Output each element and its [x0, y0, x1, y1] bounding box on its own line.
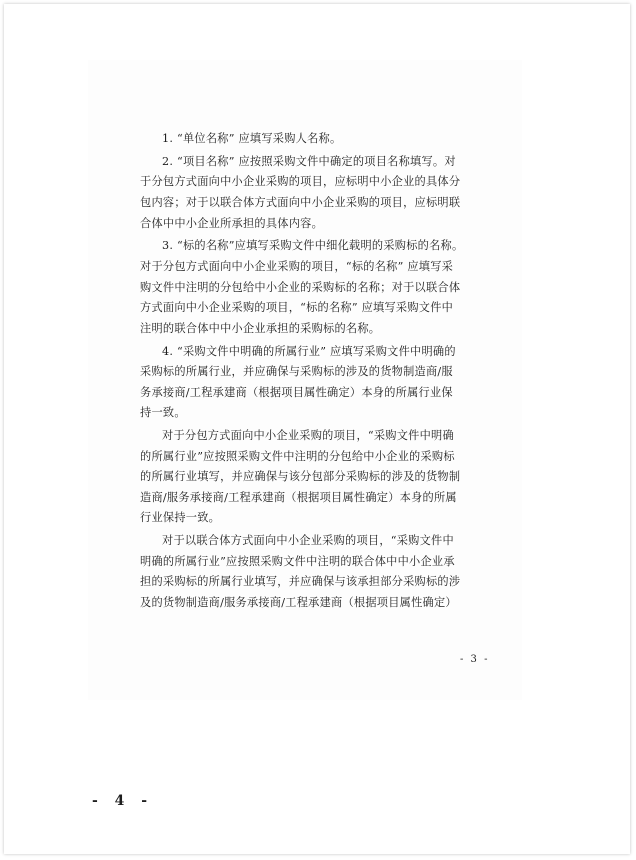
paragraph-3-line-3: 购文件中注明的分包给中小企业的采购标的名称；对于以联合体 — [140, 280, 461, 294]
paragraph-3-line-4: 方式面向中小企业采购的项目，“标的名称” 应填写采购文件中 — [140, 301, 454, 315]
outer-page-number: - 4 - — [92, 793, 154, 809]
paragraph-5-line-2: 的所属行业”应按照采购文件中注明的分包给中小企业的采购标 — [140, 449, 455, 463]
document-body — [140, 129, 496, 614]
paragraph-5-line-5: 行业保持一致。 — [140, 511, 221, 525]
paragraph-5-line-1: 对于分包方式面向中小企业采购的项目，“采购文件中明确 — [162, 429, 454, 443]
paragraph-6-line-3: 担的采购标的所属行业填写，并应确保与该承担部分采购标的涉 — [140, 575, 461, 589]
paragraph-4-line-2: 采购标的所属行业，并应确保与采购标的涉及的货物制造商/服 — [140, 365, 453, 379]
paragraph-2-line-3: 包内容；对于以联合体方式面向中小企业采购的项目，应标明联 — [140, 195, 461, 209]
paragraph-2-line-1: 2. “项目名称” 应按照采购文件中确定的项目名称填写。对 — [162, 154, 456, 168]
inner-page-number: - 3 - — [460, 654, 490, 665]
paragraph-3-line-1: 3. “标的名称”应填写采购文件中细化载明的采购标的名称。 — [162, 239, 464, 253]
paragraph-5-line-4: 造商/服务承接商/工程承建商（根据项目属性确定）本身的所属 — [140, 490, 457, 504]
paragraph-4-line-3: 务承接商/工程承建商（根据项目属性确定）本身的所属行业保 — [140, 385, 453, 399]
paragraph-6-line-4: 及的货物制造商/服务承接商/工程承建商（根据项目属性确定） — [140, 596, 457, 609]
paragraph-5-line-3: 的所属行业填写，并应确保与该分包部分采购标的涉及的货物制 — [140, 470, 461, 484]
paragraph-2-line-2: 于分包方式面向中小企业采购的项目，应标明中小企业的具体分 — [140, 175, 461, 189]
paragraph-2-line-4: 合体中中小企业所承担的具体内容。 — [140, 216, 324, 230]
paragraph-6-line-2: 明确的所属行业”应按照采购文件中注明的联合体中中小企业承 — [140, 554, 455, 568]
paragraph-1-line-1: 1. “单位名称” 应填写采购人名称。 — [162, 132, 342, 145]
paragraph-4-line-1: 4. “采购文件中明确的所属行业” 应填写采购文件中明确的 — [162, 344, 456, 358]
paragraph-4-line-4: 持一致。 — [140, 406, 186, 420]
paragraph-6-line-1: 对于以联合体方式面向中小企业采购的项目，“采购文件中 — [162, 534, 454, 548]
paragraph-3-line-2: 对于分包方式面向中小企业采购的项目，“标的名称” 应填写采 — [140, 259, 454, 273]
paragraph-3-line-5: 注明的联合体中中小企业承担的采购标的名称。 — [140, 321, 381, 335]
